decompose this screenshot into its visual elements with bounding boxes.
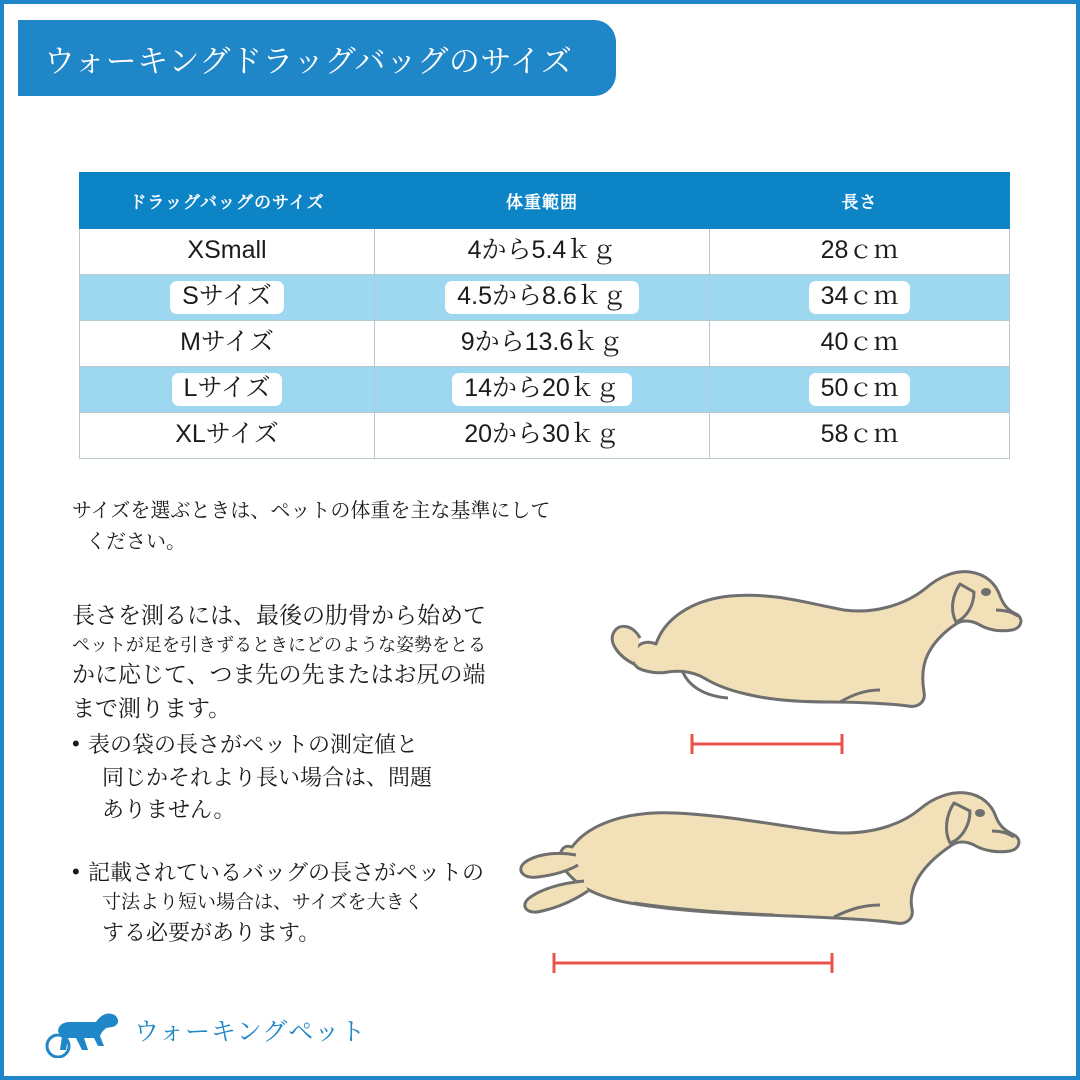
measure-line-short-icon [692, 734, 842, 754]
cell-text: 34ｃｍ [809, 281, 911, 315]
note-line-1: サイズを選ぶときは、ペットの体重を主な基準にして [72, 500, 551, 522]
cell-length [710, 321, 1010, 367]
cell-text: 58ｃｍ [820, 419, 899, 448]
table-header-size: ドラッグバッグのサイズ [80, 173, 375, 229]
dog-sitting-icon [604, 544, 1044, 774]
cell-text: 14から20ｋｇ [452, 373, 632, 407]
measure-line-2: ペットが足を引きずるときにどのような姿勢をとる [72, 635, 486, 656]
weight-guidance-note [72, 496, 632, 558]
dog-illustration-sitting [604, 544, 1044, 774]
bullet-1-line-1: 表の袋の長さがペットの測定値と [88, 732, 419, 757]
cell-text: XLサイズ [175, 419, 279, 448]
cell-length [710, 367, 1010, 413]
table-header-weight: 体重範囲 [375, 173, 710, 229]
dog-stretched-icon [514, 759, 1044, 989]
bullet-2-line-2: 寸法より短い場合は、サイズを大きく [102, 892, 424, 914]
title-banner [18, 20, 616, 96]
table-header-length: 長さ [710, 173, 1010, 229]
walking-dog-logo-icon [44, 1002, 122, 1058]
bullet-1-line-2: 同じかそれより長い場合は、問題 [102, 764, 433, 790]
table-row [80, 229, 1010, 275]
bullet-marker: • [72, 858, 80, 884]
cell-size [80, 367, 375, 413]
cell-text: 20から30ｋｇ [464, 419, 620, 448]
cell-text: 50ｃｍ [809, 373, 911, 407]
cell-text: Sサイズ [170, 281, 284, 315]
dog-illustration-stretched [514, 759, 1044, 989]
cell-text: Lサイズ [172, 373, 283, 407]
cell-weight [375, 275, 710, 321]
cell-text: Mサイズ [180, 327, 274, 356]
bullet-2-line-1: 記載されているバッグの長さがペットの [88, 859, 485, 885]
size-table [79, 172, 1010, 459]
cell-text: XSmall [187, 235, 267, 264]
cell-length [710, 413, 1010, 459]
bullet-1-line-3: ありません。 [102, 797, 236, 823]
cell-weight [375, 413, 710, 459]
cell-weight [375, 321, 710, 367]
cell-size [80, 229, 375, 275]
cell-size [80, 275, 375, 321]
bullet-2-line-3: する必要があります。 [102, 920, 321, 946]
table-row [80, 275, 1010, 321]
brand-name: ウォーキングペット [134, 1018, 367, 1046]
table-row [80, 321, 1010, 367]
page-title: ウォーキングドラッグバッグのサイズ [44, 43, 573, 79]
table-header-row [80, 173, 1010, 229]
cell-weight [375, 229, 710, 275]
cell-text: 4.5から8.6ｋｇ [445, 281, 639, 315]
length-measurement-note [72, 599, 632, 725]
table-row [80, 413, 1010, 459]
cell-text: 40ｃｍ [820, 327, 899, 356]
cell-text: 4から5.4ｋｇ [467, 235, 617, 264]
bullet-marker: • [72, 731, 80, 756]
measure-line-long-icon [554, 953, 832, 973]
note-line-2: ください。 [86, 531, 186, 553]
cell-size [80, 413, 375, 459]
cell-weight [375, 367, 710, 413]
footer-brand [44, 1002, 366, 1058]
cell-length [710, 275, 1010, 321]
cell-length [710, 229, 1010, 275]
cell-size [80, 321, 375, 367]
measure-line-4: まで測ります。 [72, 694, 232, 721]
cell-text: 9から13.6ｋｇ [460, 327, 624, 356]
measure-line-1: 長さを測るには、最後の肋骨から始めて [72, 602, 486, 628]
measure-line-3: かに応じて、つま先の先またはお尻の端 [72, 661, 486, 688]
table-row [80, 367, 1010, 413]
cell-text: 28ｃｍ [820, 235, 899, 264]
